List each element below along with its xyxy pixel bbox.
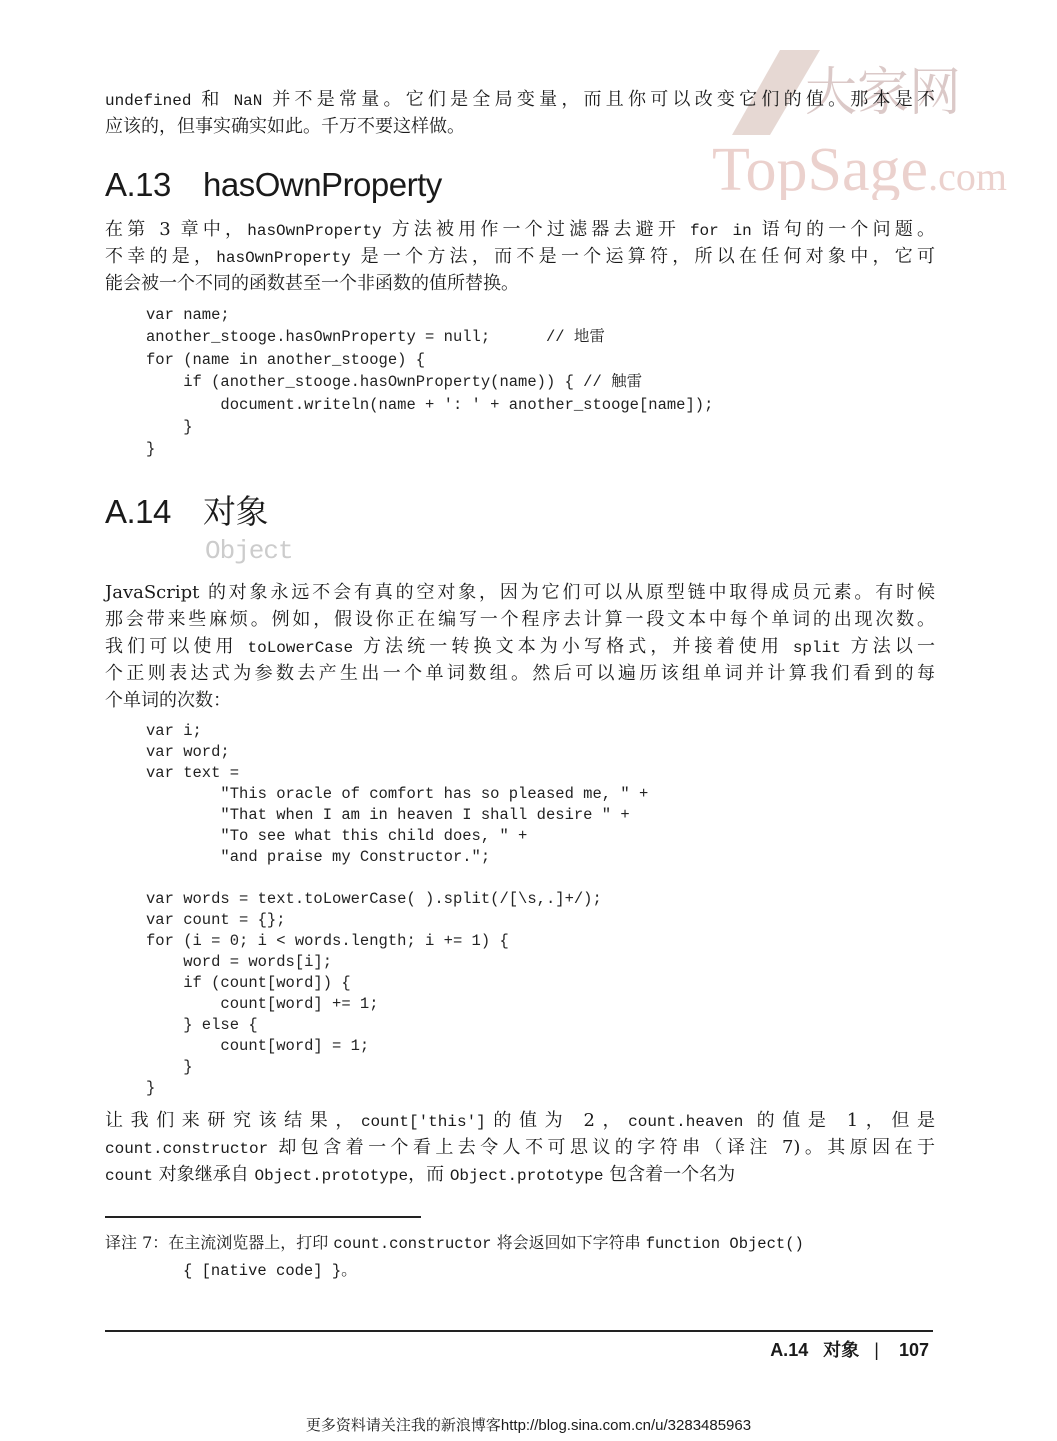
text-run: 将会返回如下字符串 <box>491 1233 646 1252</box>
text-run: 包含着一个名为 <box>603 1164 736 1185</box>
code-line: "This oracle of comfort has so pleased me, " + <box>146 785 649 803</box>
text-line <box>105 633 935 660</box>
paragraph-object <box>105 579 935 714</box>
text-line <box>105 1134 935 1161</box>
paragraph-undefined-nan <box>105 86 935 140</box>
inline-code: count.heaven <box>628 1113 744 1131</box>
heading-number: A.13 <box>105 166 171 203</box>
text-run: 在第 3 章中， <box>105 219 248 240</box>
text-line <box>105 216 935 243</box>
code-line: var i; <box>146 722 202 740</box>
code-line: var words = text.toLowerCase( ).split(/[\s,.]+/); <box>146 890 602 908</box>
svg-text:大家网: 大家网 <box>805 63 962 123</box>
heading-number: A.14 <box>105 493 171 530</box>
text-line <box>105 243 935 270</box>
code-line: for (name in another_stooge) { <box>146 350 426 369</box>
inline-code: count['this'] <box>360 1113 486 1131</box>
footnote-divider <box>105 1216 421 1218</box>
text-run: 并不是常量。它们是全局变量，而且你可以改变它们的值。那本是不 <box>262 89 935 110</box>
inline-code: undefined <box>105 92 192 110</box>
code-line: "That when I am in heaven I shall desire " + <box>146 806 630 824</box>
heading-title: 对象 <box>203 493 268 530</box>
heading-a14 <box>105 486 268 533</box>
text-run: 个正则表达式为参数去产生出一个单词数组。然后可以遍历该组单词并计算我们看到的每 <box>105 663 935 684</box>
footer-separator: | <box>874 1340 879 1360</box>
inline-code: NaN <box>233 92 263 110</box>
blog-watermark: 更多资料请关注我的新浪博客http://blog.sina.com.cn/u/3283485963 <box>305 1417 752 1434</box>
text-run: 方法以一 <box>840 636 935 657</box>
text-line <box>105 1229 804 1256</box>
footer-divider <box>105 1330 933 1332</box>
ghost-show-through-text: Object <box>205 536 293 566</box>
text-line <box>105 687 935 714</box>
svg-text:TopSage.com: TopSage.com <box>712 136 1007 200</box>
page-footer <box>770 1336 929 1362</box>
inline-code: { [native code] } <box>183 1262 342 1280</box>
code-line: var count = {}; <box>146 911 286 929</box>
page-number: 107 <box>898 1340 929 1360</box>
code-line: } <box>146 1079 156 1097</box>
code-line: } <box>146 440 156 459</box>
text-line <box>105 606 935 633</box>
code-line: } else { <box>146 1016 258 1034</box>
text-run: 让我们来研究该结果， <box>105 1110 361 1131</box>
code-line: if (another_stooge.hasOwnProperty(name)) { // 触雷 <box>146 373 643 392</box>
text-run: 能会被一个不同的函数甚至一个非函数的值所替换。 <box>105 273 519 294</box>
inline-code: Object.prototype <box>449 1167 604 1185</box>
text-run: 对象继承自 <box>153 1164 255 1185</box>
heading-title: hasOwnProperty <box>203 166 442 203</box>
text-run: 。 <box>341 1260 358 1279</box>
text-line <box>105 270 935 297</box>
text-run: 方法被用作一个过滤器去避开 <box>381 219 690 240</box>
code-line: another_stooge.hasOwnProperty = null; // 地雷 <box>146 328 605 347</box>
text-run: 的值为 2， <box>485 1110 629 1131</box>
code-line: document.writeln(name + ': ' + another_stooge[name]); <box>146 395 714 414</box>
code-line: word = words[i]; <box>146 953 333 971</box>
text-run: 那会带来些麻烦。例如，假设你正在编写一个程序去计算一段文本中每个单词的出现次数。 <box>105 609 935 630</box>
text-run: 译注 7：在主流浏览器上，打印 <box>105 1233 334 1252</box>
inline-code: for in <box>689 222 752 240</box>
inline-code: toLowerCase <box>247 639 354 657</box>
text-run: 应该的，但事实确实如此。千万不要这样做。 <box>105 116 465 137</box>
text-run: 不幸的是， <box>105 246 217 267</box>
text-line <box>105 113 935 140</box>
text-line <box>105 660 935 687</box>
paragraph-hasownproperty <box>105 216 935 297</box>
code-block-hasownproperty <box>146 304 713 461</box>
paragraph-result <box>105 1107 935 1188</box>
text-run: 语句的一个问题。 <box>751 219 936 240</box>
code-line: var word; <box>146 743 230 761</box>
code-line: var name; <box>146 306 230 324</box>
inline-code: count <box>105 1167 154 1185</box>
text-run: 的值是 1，但是 <box>743 1110 935 1131</box>
code-line: if (count[word]) { <box>146 974 351 992</box>
code-line: } <box>146 417 193 436</box>
text-run: 我们可以使用 <box>105 636 248 657</box>
code-line: "To see what this child does, " + <box>146 827 528 845</box>
code-block-word-count <box>146 721 648 1099</box>
text-line <box>105 86 935 113</box>
text-run: ，而 <box>408 1164 450 1185</box>
inline-code: count.constructor <box>105 1140 269 1158</box>
code-line: for (i = 0; i < words.length; i += 1) { <box>146 932 509 950</box>
text-run: 却包含着一个看上去令人不可思议的字符串（译注 7)。其原因在于 <box>268 1137 935 1158</box>
text-run: 是一个方法，而不是一个运算符，所以在任何对象中，它可 <box>350 246 935 267</box>
code-line: count[word] = 1; <box>146 1037 370 1055</box>
inline-code: hasOwnProperty <box>216 249 351 267</box>
code-line: } <box>146 1058 193 1076</box>
inline-code: count.constructor <box>333 1235 492 1253</box>
inline-code: hasOwnProperty <box>247 222 382 240</box>
text-line <box>105 579 935 606</box>
inline-code: split <box>792 639 841 657</box>
text-line <box>105 1107 935 1134</box>
text-run: 个单词的次数： <box>105 690 231 711</box>
text-line <box>105 1256 804 1283</box>
heading-a13 <box>105 166 442 204</box>
text-line <box>105 1161 935 1188</box>
inline-code: Object.prototype <box>254 1167 409 1185</box>
text-run: JavaScript 的对象永远不会有真的空对象，因为它们可以从原型链中取得成员元素。有时候 <box>105 582 935 603</box>
code-line: "and praise my Constructor."; <box>146 848 491 866</box>
footer-title: 对象 <box>823 1340 860 1360</box>
inline-code: function Object() <box>645 1235 804 1253</box>
code-line: count[word] += 1; <box>146 995 379 1013</box>
code-line <box>146 868 648 889</box>
footer-section: A.14 <box>770 1340 809 1360</box>
code-line: var text = <box>146 764 240 782</box>
text-run: 方法统一转换文本为小写格式，并接着使用 <box>353 636 793 657</box>
text-run: 和 <box>191 89 234 110</box>
footnote-7 <box>105 1229 804 1283</box>
